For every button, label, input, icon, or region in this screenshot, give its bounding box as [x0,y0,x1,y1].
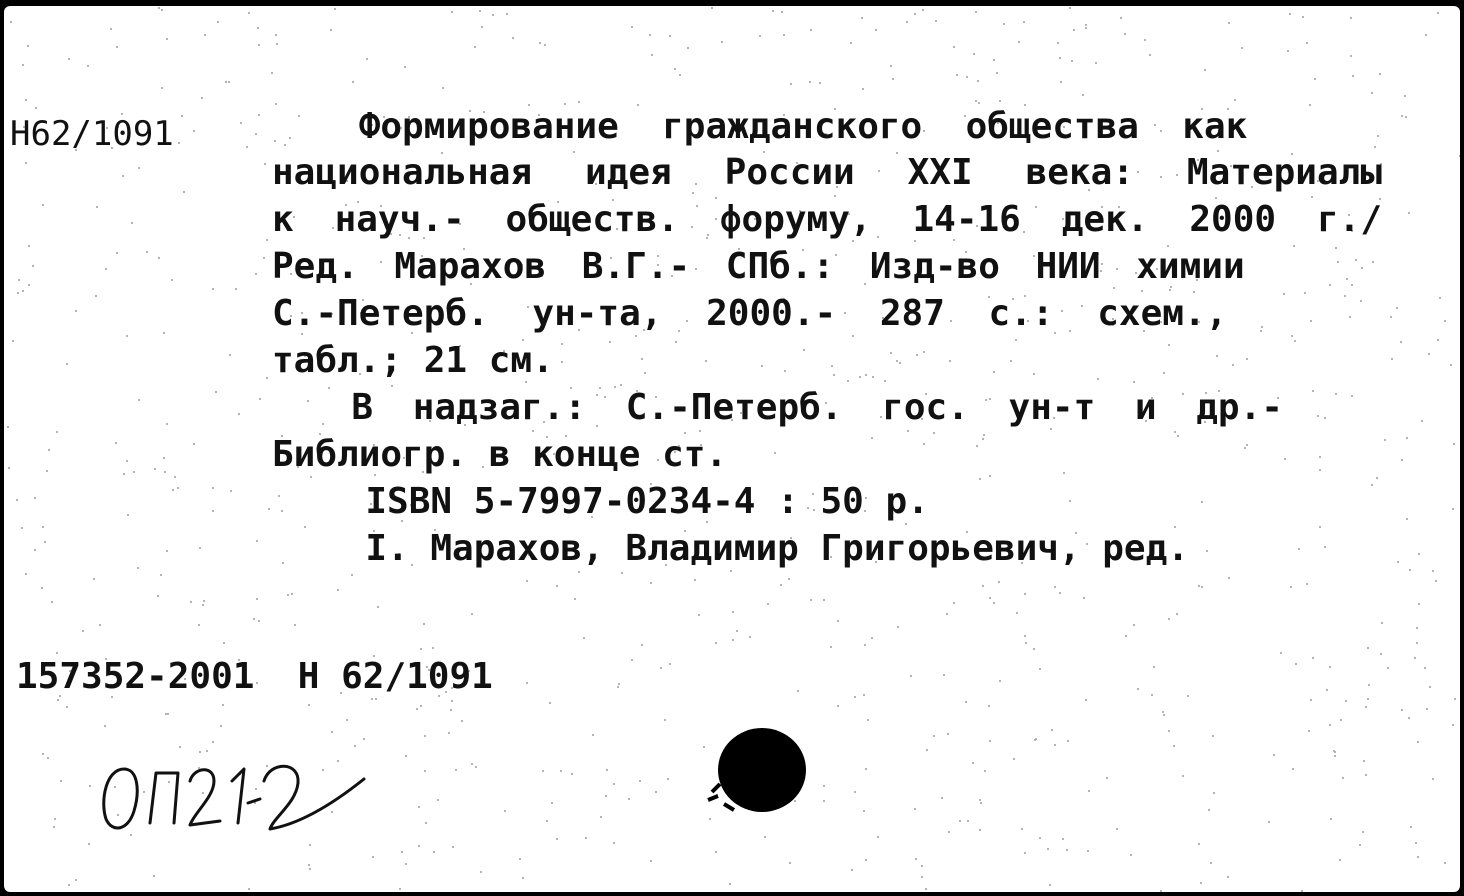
shelf-mark: Н62/1091 [10,114,174,154]
body-line-5: С.-Петерб. ун-та, 2000.- 287 с.: схем., [272,293,1228,334]
handwritten-note [94,751,394,841]
body-line-1: Формирование гражданского общества как [272,106,1248,147]
body-line-7: В надзаг.: С.-Петерб. гос. ун-т и др.- [272,387,1283,428]
body-line-4: Ред. Марахов В.Г.- СПб.: Изд-во НИИ химии [272,246,1245,287]
body-line-3: к науч.- обществ. форуму, 14-16 дек. 2000 г./ [272,199,1382,240]
catalog-card [4,6,1460,892]
body-line-6: табл.; 21 см. [272,340,554,381]
editor-line: I. Марахов, Владимир Григорьевич, ред. [322,528,1189,569]
accession-number: 157352-2001 Н 62/1091 [16,656,493,697]
body-line-8: Библиогр. в конце ст. [272,434,728,475]
body-line-2: национальная идея России XXI века: Материалы [272,152,1382,193]
isbn-line: ISBN 5-7997-0234-4 : 50 р. [322,481,929,522]
punch-hole-mark [704,714,814,824]
